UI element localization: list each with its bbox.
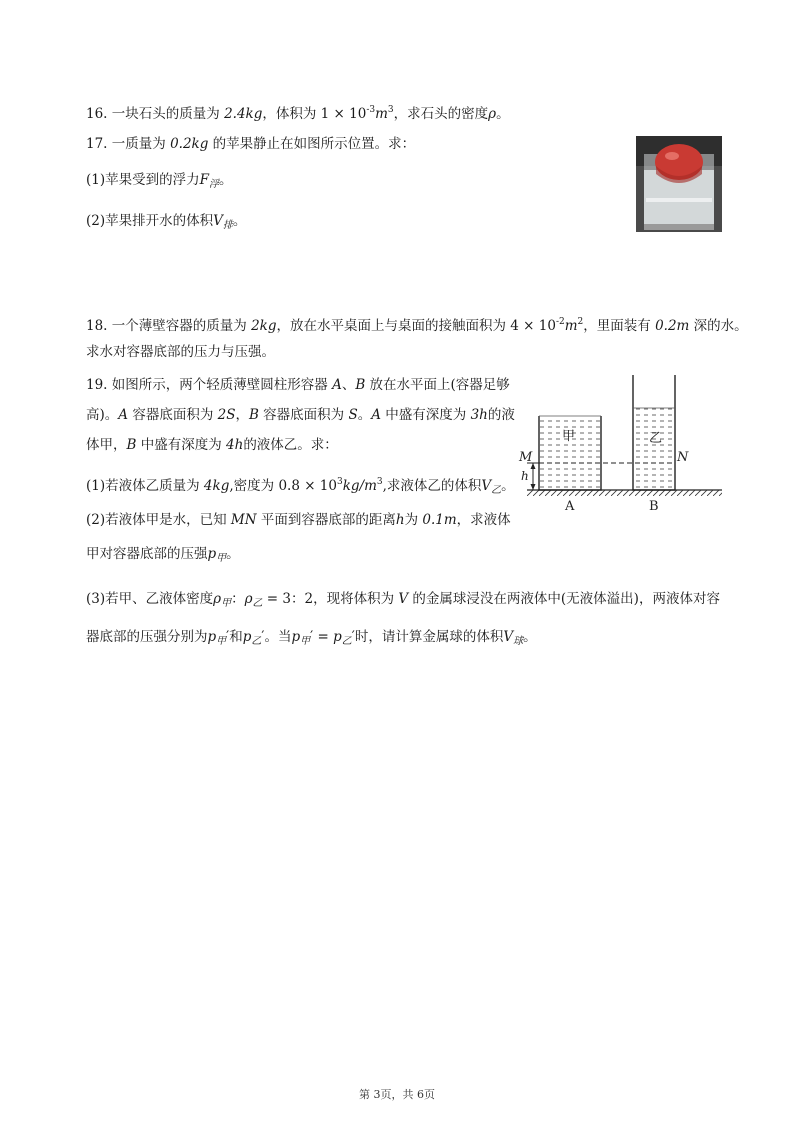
label-yi: 乙 [649,431,663,446]
apple-in-water-photo [636,136,722,232]
question-17: 17. 一质量为 0.2kg 的苹果静止在如图所示位置。求： [86,136,416,152]
label-a: A [565,499,575,514]
containers-diagram [515,370,725,515]
ground-hatch [527,490,722,496]
label-m: M [519,450,533,465]
question-19: 19. 如图所示，两个轻质薄壁圆柱形容器 A、B 放在水平面上(容器足够 [86,377,510,393]
question-17-part-1: (1)苹果受到的浮力$F_浮$。 [86,172,233,190]
question-19-part-2: (2)若液体甲是水，已知 MN 平面到容器底部的距离h为 0.1m，求液体 [86,512,511,528]
question-16: 16. 一块石头的质量为 2.4kg，体积为 $1 \times 10^{-3}m^3$，求石头的密度ρ。 [86,105,510,122]
question-19-line-3: 体甲，B 中盛有深度为 4h的液体乙。求： [86,437,338,453]
question-19-part-2-line-2: 甲对容器底部的压强$p_甲$。 [86,546,240,564]
question-19-part-1: (1)若液体乙质量为 4kg,密度为 $0.8 \times 10^3kg/m^3$,求液体乙的体积$V_乙$。 [86,477,515,496]
label-jia: 甲 [562,429,576,444]
label-b: B [649,499,659,514]
question-19-line-2: 高)。A 容器底面积为 2S，B 容器底面积为 S。A 中盛有深度为 3h的液 [86,407,515,423]
label-n: N [677,450,689,465]
question-19-part-3: (3)若甲、乙液体密度$\rho_甲$：$\rho_乙 = 3$：2，现将体积为 V 的金属球浸没在两液体中(无液体溢出)，两液体对容 [86,591,720,609]
question-17-part-2: (2)苹果排开水的体积$V_排$。 [86,213,247,231]
apple-glass-illustration [636,136,722,232]
page-footer: 第 3页，共 6页 [359,1088,435,1101]
question-18-line-2: 求水对容器底部的压力与压强。 [86,344,275,360]
liquid-jia [539,416,601,490]
liquid-yi [633,408,675,490]
question-18: 18. 一个薄壁容器的质量为 2kg，放在水平桌面上与桌面的接触面积为 $4 \times 10^{-2}m^2$，里面装有 0.2m 深的水。 [86,317,748,334]
containers-diagram-svg [515,370,725,515]
label-h: h [521,469,529,483]
question-19-part-3-line-2: 器底部的压强分别为$p_甲'$和$p_乙'$。当$p_甲' = p_乙'$时，请计算金属球的体积$V_球$。 [86,629,537,647]
